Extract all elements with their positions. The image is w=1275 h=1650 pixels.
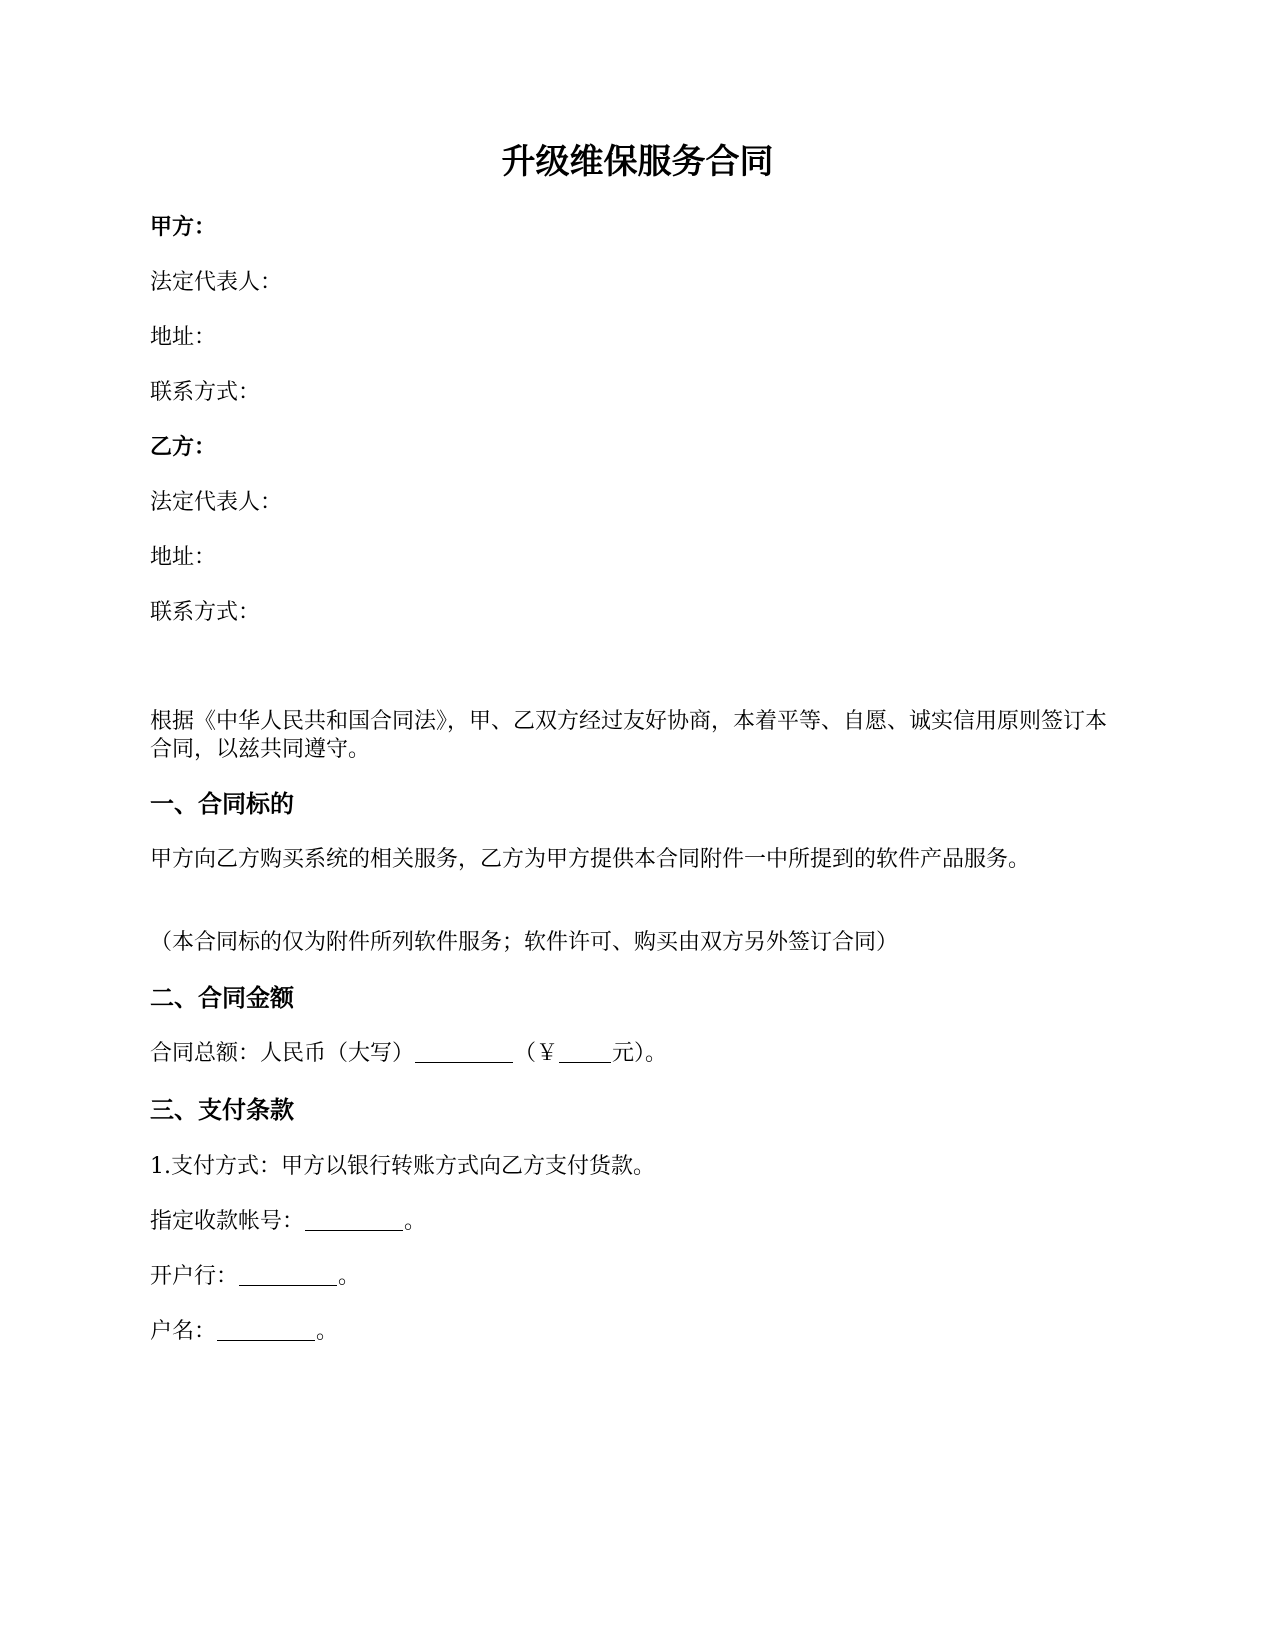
bank-label: 开户行：: [150, 1264, 239, 1289]
amount-line: [150, 1040, 667, 1068]
party-a-representative: 法定代表人：: [150, 270, 283, 295]
subject-note: （本合同标的仅为附件所列软件服务；软件许可、购买由双方另外签订合同）: [150, 930, 899, 955]
account-end-mark: 。: [404, 1209, 427, 1234]
document-title: 升级维保服务合同: [501, 142, 774, 182]
amount-suffix: 元）。: [612, 1041, 668, 1066]
party-b-address: 地址：: [150, 545, 217, 570]
preamble-paragraph: 根据《中华人民共和国合同法》，甲、乙双方经过友好协商，本着平等、自愿、诚实信用原则签订本合同，以兹共同遵守。: [150, 709, 1108, 762]
account-name-line: [150, 1318, 338, 1346]
amount-prefix: 合同总额：人民币（大写）: [150, 1041, 415, 1066]
party-b-representative: 法定代表人：: [150, 490, 283, 515]
account-name-end-mark: 。: [316, 1319, 339, 1344]
party-b-contact: 联系方式：: [150, 600, 261, 625]
account-line: [150, 1208, 426, 1236]
party-b-label: 乙方：: [150, 435, 217, 460]
account-blank: [305, 1208, 403, 1231]
account-name-blank: [217, 1318, 315, 1341]
subject-paragraph: 甲方向乙方购买系统的相关服务，乙方为甲方提供本合同附件一中所提到的软件产品服务。: [150, 847, 1031, 872]
bank-blank: [239, 1263, 337, 1286]
amount-middle: （￥: [514, 1041, 559, 1066]
bank-end-mark: 。: [338, 1264, 361, 1289]
payment-method: 1.支付方式：甲方以银行转账方式向乙方支付货款。: [150, 1154, 655, 1179]
party-a-address: 地址：: [150, 325, 217, 350]
amount-words-blank: [415, 1040, 513, 1063]
amount-figure-blank: [559, 1040, 611, 1063]
section-heading-subject: 一、合同标的: [150, 790, 294, 818]
party-a-contact: 联系方式：: [150, 380, 261, 405]
party-a-label: 甲方：: [150, 215, 217, 240]
section-heading-payment: 三、支付条款: [150, 1096, 294, 1124]
account-name-label: 户名：: [150, 1319, 217, 1344]
section-heading-amount: 二、合同金额: [150, 984, 294, 1012]
bank-line: [150, 1263, 360, 1291]
account-label: 指定收款帐号：: [150, 1209, 305, 1234]
